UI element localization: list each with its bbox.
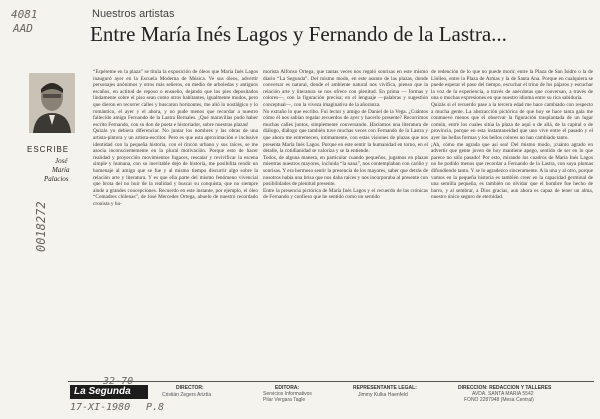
footer-director-name: Cristián Zegers Ariztía [162, 392, 212, 398]
byline-author-2: María [52, 166, 70, 174]
footer-director-label: DIRECTOR: [176, 385, 204, 391]
footer-phone: FONO 2287948 (Mesa Central) [464, 397, 534, 403]
footer-logo-box [70, 385, 148, 399]
byline-author-3: Palacios [44, 175, 69, 183]
footer-editora-name-2: Pilar Vergara Tagle [263, 397, 306, 403]
handwritten-number: 4081 [11, 8, 38, 21]
article-column-2: morista Alfonso Ortega, que tantas veces nos regaló sonrisas en este mismo diario “La Segunda”. Del mismo modo, en este asunto de las plazas, donde conversar es natural, donde el ambiente natural nos vivifica, pienso que la relación arte y literatura se nos ofrece con plenitud. En prima — formas y colores—, con la figuración precisa; en el lenguaje —palabras y sugestión conceptual—, con la viveza imaginativa de la añoranza. No extraño lo que escribo. Fui lector y amigo de Daniel de la Vega. ¿Cuántos cómo él nos sabían regalar recuerdos de ayer y hacerlo presente? Recorrimos muchas calles juntos, simplemente conversando. Hacíamos una literatura de diálogo, diálogo que también tuve muchas veces con Fernando de la Lastra y que ahora me entremecen, intimamente, con estas visiones de plazas que nos presenta María Inés Lagos. Porque en este sentir la humanidad en torno, en el detalle, la cotidianidad se valoriza y se la entiende. Todos, de alguna manera, en particular cuando pequeños, jugamos en plazas mientras nuestros mayores, incluida “la nana”, nos contemplaban con cariño y sonrisas. Y era hermoso sentir la presencia de los mayores, saber que detrás de nosotros había una brisa que nos daba raíces y nos incorporaba al presente con posibilidades de plenitud presente. Entre la presencia pictórica de María Inés Lagos y el recuerdo de las crónicas de Fernando y confieso que he sentido como un sentido [263, 69, 428, 201]
side-stamp: 0018272 [34, 201, 48, 252]
footer-rep-label: REPRESENTANTE LEGAL: [353, 385, 417, 391]
footer-editora-label: EDITORA: [275, 385, 300, 391]
footer-editora-name-1: Servicios Informativos [263, 391, 312, 397]
author-photo [29, 73, 75, 133]
byline-label: ESCRIBE [27, 145, 70, 154]
handwritten-page: P.8 [146, 402, 165, 413]
headline: Entre María Inés Lagos y Fernando de la Lastra... [90, 22, 507, 46]
portrait-image [29, 73, 75, 133]
byline-author-1: José [55, 157, 68, 165]
article-column-1: “Espéreme en la plaza” se titula la exposición de óleos que María Inés Lagos inauguró ayer en la Escuela Moderna de Música. Ve sus óleos, advertir personajes anónimos y otros más señeros, en medio de arboledas y antiguos escaños, en actitud de reposo o ensueño, dejando que los pies depositados lindamente sobre el piso sean como otros habitantes, igualmente mudos, pero que dieron en recorrer calles y buscaron horizontes, me alió lo nostálgico y lo romántico, el ayer y el ahora, y no pude menos que recordar a nuestro fallecido amigo Fernando de la Lastra Bernales. ¡Qué maravillas pudo haber escrito Fernando, con su don de poeta e historiador, sobre nuestras plazas! Quizás yo debiera diferenciar. No juntar los nombres y las obras de una artista-pintora y un artista-escritor. Pero es que esta aproximación e inclusive identidad con la pequeña historia, con el rincón urbano y sus raíces, se me asocia inconscientemente en la plural motivación. Porque esto de hacer realidad y proyección movimientos fugaces, rescatar y revivificar la escena simple y humana, con su inevitable dejo de historia, me posibilita rendir un homenaje al amigo que se fue y al mismo tiempo discurrir algo sobre la relación arte y literatura. Y es que ella parte del mismo fenómeno vivencial que brota del no huir de la realidad y buscar su conquista, que no siempre alude a grandes concepciones. Recuerdo en este instante, por ejemplo, el óleo “Comadres chilenas”, de José Mercedes Ortega, abuelo de nuestro recordado cronista y hu- [93, 69, 258, 207]
handwritten-code: AAD [13, 22, 33, 35]
section-label: Nuestros artistas [92, 8, 175, 20]
footer-rep-name: Jimmy Kulka Haenfeld [358, 392, 408, 398]
footer-address: AVDA. SANTA MARIA 5542 [472, 391, 534, 397]
footer-address-label: DIRECCION: REDACCION Y TALLERES [458, 385, 552, 391]
handwritten-date: 17-XI-1980 [70, 402, 131, 413]
article-column-3: de redención de lo que no puede morir, entre la Plaza de San Isidro o la de Llolleo, entre la Plaza de Armas y la de Santa Ana. Porque en cualquiera se puede esperar el paso del tiempo, escuchar el trino de los pájaros y escuchar la voz de la experiencia, a través de anécdotas que conversan, a través de una o muchas expresiones en que nuestro idioma entre su rica sabiduría. Quizás si el recuerdo pase a la tercera edad me hace cambiado con respecto a mucha gente. La abstracción pictórica de que hoy se hace tanta gala me conmueve menos que el observar la figuración trasplantada de un lugar común, entre los cuales sitúa la plaza de aquí o de allá, de la capital o de provincia, porque en esta instantaneidad que uno vive entre el pasado y el ayer las bellas formas y los bellos colores no han cambiado tanto. ¡Ah, cómo me agrada que así sea! Del mismo modo, ¡cuánto agrado en advertir que gente joven de hoy mantiene apego, sentido de ser en lo que parece no sólo pasado! Por esto, mirando los cuadros de María Inés Lagos no he podido menos que recordar a Fernando de la Lastra, con suya plumas difundiendo tanto. Y se lo agradezco sinceramente. A la una y al otro, porque vamos en la pequeña historia es también creer en la capacidad germinal de una semilla pequeña, es también no olvidar que el hombre fue hecho de barro, y al sembrar, a Dios gracias, aun ahora es capaz de tener un alma, nuestro único seguro de eternidad. [431, 69, 593, 201]
footer-rule [68, 381, 594, 382]
footer-logo: La Segunda [74, 386, 131, 397]
